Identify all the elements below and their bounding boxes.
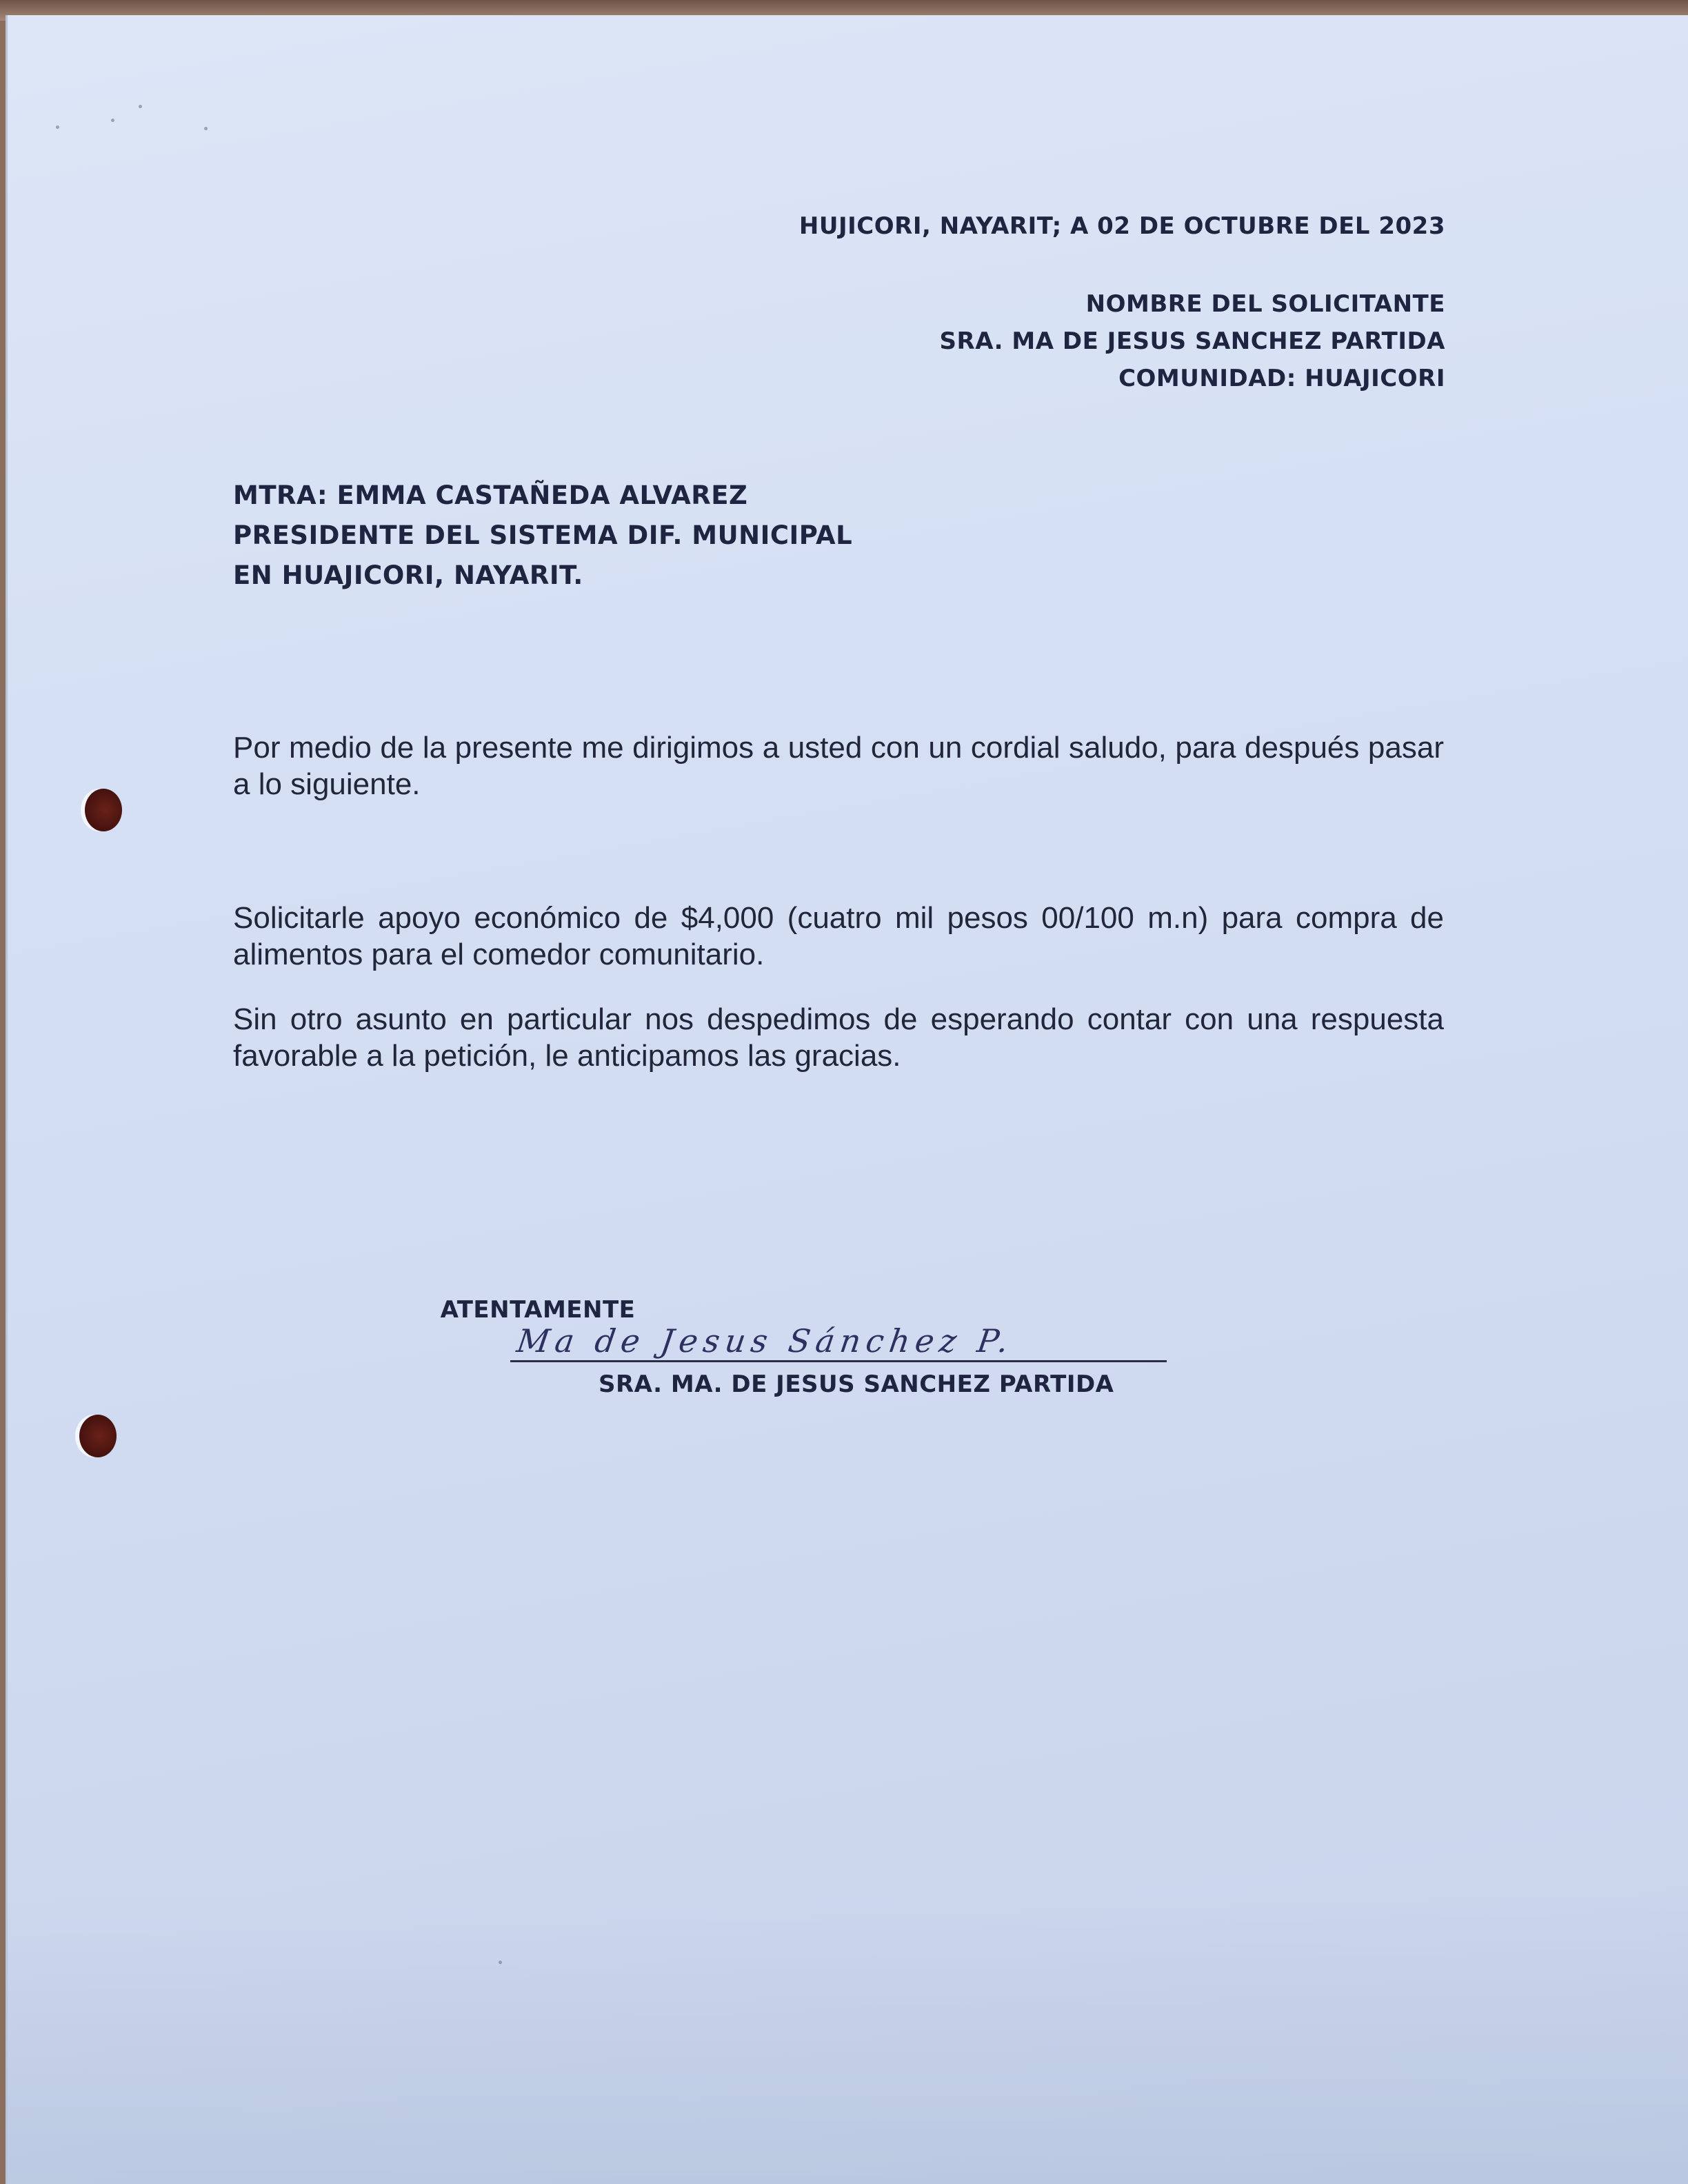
- closing-salutation: [0, 1296, 1379, 1324]
- paper-speck: [499, 1961, 502, 1964]
- signature-line: [510, 1360, 1167, 1362]
- requester-heading: NOMBRE DEL SOLICITANTE: [1085, 290, 1445, 318]
- requester-community: COMUNIDAD: HUAJICORI: [1118, 365, 1445, 392]
- paper-speck: [111, 119, 114, 122]
- recipient-block: [233, 476, 852, 596]
- body-paragraph-greeting: Por medio de la presente me dirigimos a usted con un cordial saludo, para después pasar a lo siguiente.: [233, 731, 1444, 801]
- punch-hole-bottom: [79, 1415, 117, 1457]
- recipient-location: EN HUAJICORI, NAYARIT.: [233, 560, 583, 590]
- page-shadow: [8, 1894, 1688, 2184]
- handwritten-signature: Ma de Jesus Sánchez P.: [514, 1322, 1016, 1359]
- paper-speck: [204, 127, 208, 130]
- paper-speck: [139, 105, 142, 108]
- requester-name: SRA. MA DE JESUS SANCHEZ PARTIDA: [939, 327, 1445, 355]
- body-paragraph-farewell: Sin otro asunto en particular nos despedimos de esperando contar con una respuesta favorable a la petición, le anticipamos las gracias.: [233, 1002, 1444, 1073]
- recipient-name: MTRA: EMMA CASTAÑEDA ALVAREZ: [233, 481, 748, 510]
- recipient-title: PRESIDENTE DEL SISTEMA DIF. MUNICIPAL: [233, 520, 853, 550]
- requester-block: [940, 285, 1445, 397]
- punch-hole-top: [85, 789, 122, 831]
- signer-name: SRA. MA. DE JESUS SANCHEZ PARTIDA: [599, 1371, 1114, 1398]
- signature-area: [510, 1322, 1167, 1365]
- body-paragraph-request: Solicitarle apoyo económico de $4,000 (cuatro mil pesos 00/100 m.n) para compra de alimentos para el comedor comunitario.: [233, 901, 1444, 971]
- closing-salutation-text: ATENTAMENTE: [440, 1296, 636, 1324]
- place-date: HUJICORI, NAYARIT; A 02 DE OCTUBRE DEL 2023: [798, 212, 1445, 240]
- paper-speck: [56, 125, 59, 129]
